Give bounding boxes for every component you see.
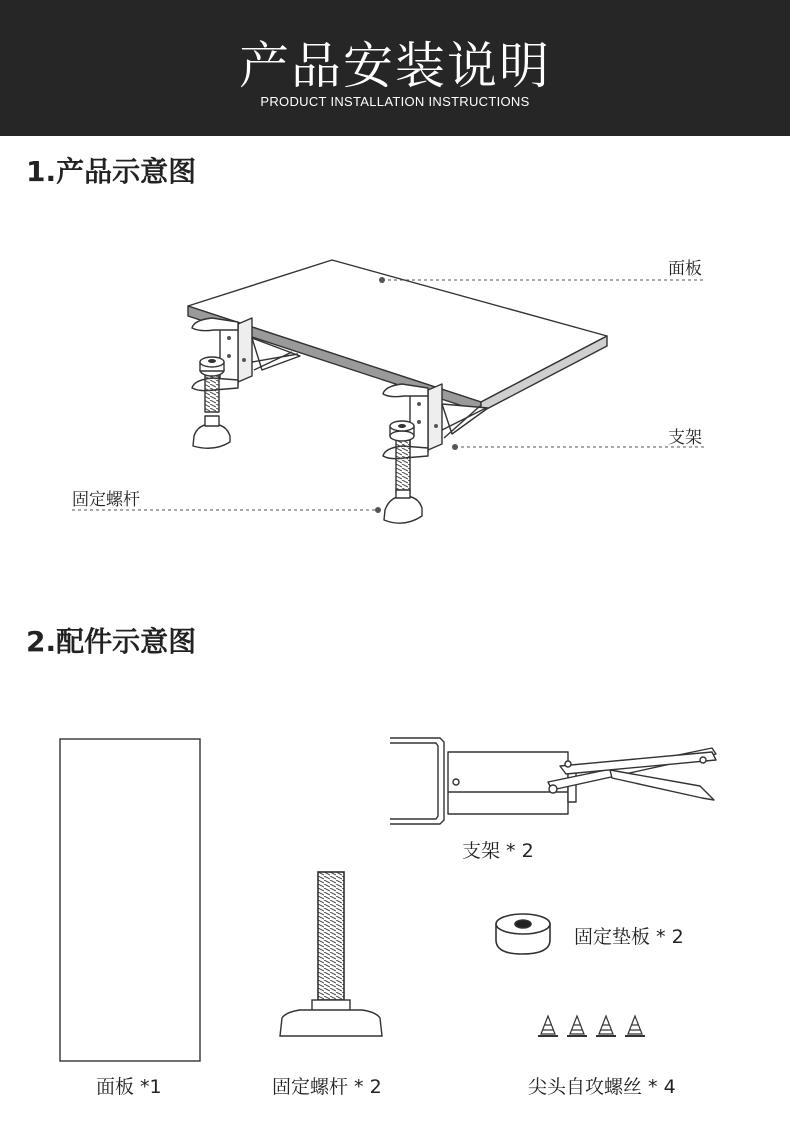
accessory-panel-drawing — [60, 739, 200, 1061]
accessory-bracket-drawing — [390, 738, 716, 824]
callout-label-panel: 面板 — [668, 259, 702, 279]
page-title: 产品安装说明 — [239, 37, 551, 95]
page-subtitle: PRODUCT INSTALLATION INSTRUCTIONS — [260, 94, 530, 109]
caption-pad: 固定垫板 * 2 — [574, 926, 684, 948]
caption-self-tapping-screws: 尖头自攻螺丝 * 4 — [528, 1076, 676, 1098]
accessory-screw-drawing — [280, 872, 382, 1036]
accessory-self-tapping-screws-drawing — [538, 1016, 645, 1036]
caption-panel: 面板 *1 — [96, 1076, 162, 1098]
callout-label-screw: 固定螺杆 — [72, 490, 140, 510]
caption-screw: 固定螺杆 * 2 — [272, 1076, 382, 1098]
caption-bracket: 支架 * 2 — [462, 840, 534, 862]
self-tapping-screw — [538, 1016, 558, 1036]
section-title-product-diagram: 1.产品示意图 — [26, 155, 197, 188]
callout-dot-panel — [379, 277, 385, 283]
callout-label-bracket: 支架 — [668, 428, 702, 448]
self-tapping-screw — [625, 1016, 645, 1036]
section-title-accessories-diagram: 2.配件示意图 — [26, 625, 197, 658]
self-tapping-screw — [567, 1016, 587, 1036]
callout-dot-screw — [375, 507, 381, 513]
self-tapping-screw — [596, 1016, 616, 1036]
accessory-pad-drawing — [496, 914, 550, 954]
assembled-product-illustration — [188, 260, 607, 523]
callout-dot-bracket — [452, 444, 458, 450]
